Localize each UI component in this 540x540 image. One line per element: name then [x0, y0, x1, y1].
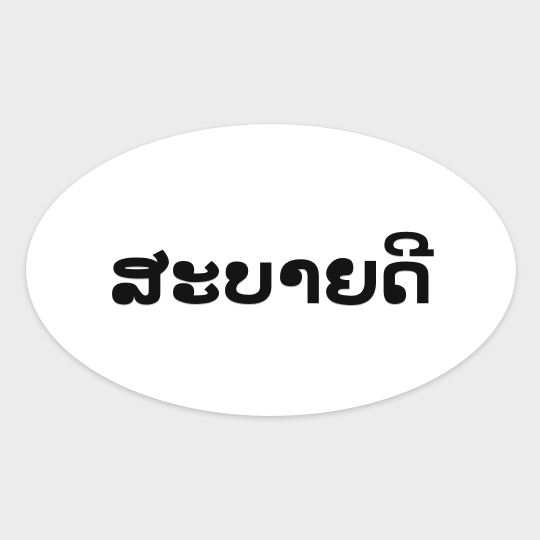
- sticker-greeting-text: ສະບາຍດີ: [108, 235, 434, 321]
